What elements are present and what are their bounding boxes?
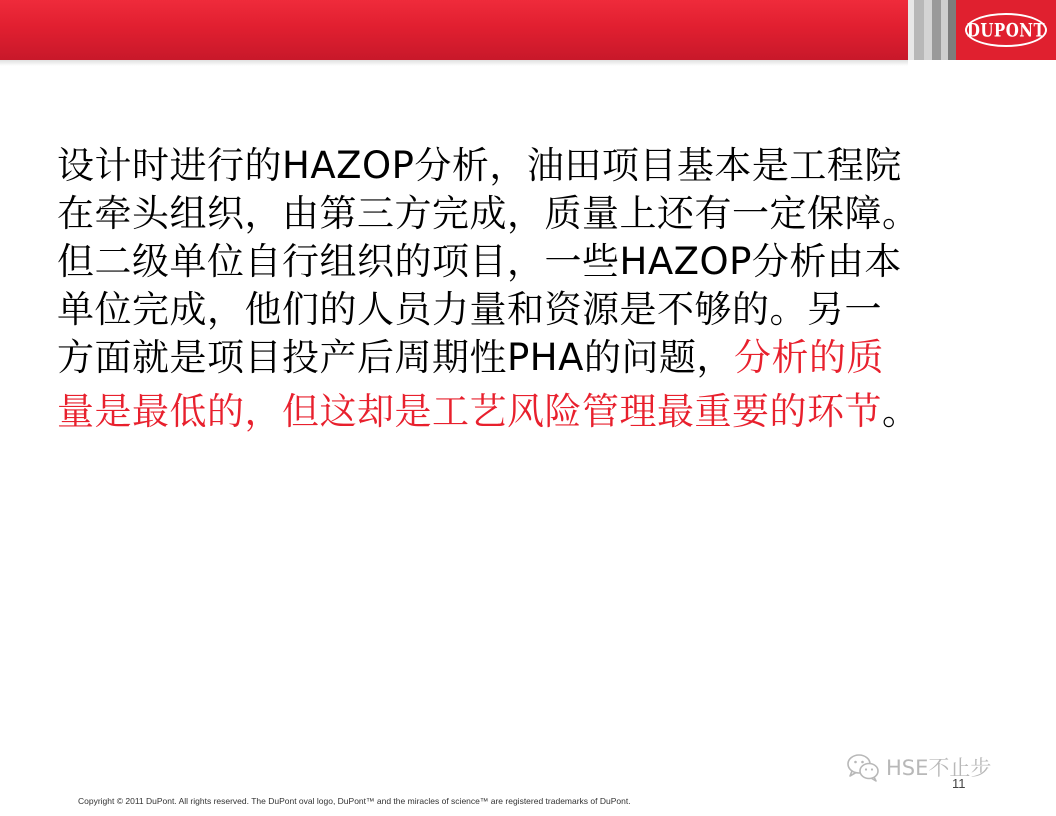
body-line-2: 在牵头组织，由第三方完成，质量上还有一定保障。 (57, 192, 920, 235)
body-line-5-normal: 方面就是项目投产后周期性PHA的问题， (57, 336, 734, 379)
body-line-6-end: 。 (882, 390, 920, 433)
page-number: 11 (952, 776, 966, 791)
header-stripe (941, 0, 948, 60)
body-line-5-highlight: 分析的质 (733, 336, 884, 379)
header-stripes (908, 0, 956, 60)
watermark-text: HSE不止步 (886, 756, 992, 780)
wechat-icon (846, 752, 880, 782)
dupont-oval-logo (965, 13, 1047, 47)
logo-text: DUPONT (966, 18, 1046, 42)
body-line-3: 但二级单位自行组织的项目，一些HAZOP分析由本 (57, 240, 902, 283)
body-line-6 (57, 388, 1027, 436)
header-stripe (914, 0, 924, 60)
body-text (57, 142, 1027, 436)
body-line-4: 单位完成，他们的人员力量和资源是不够的。另一 (57, 288, 882, 331)
header-stripe (948, 0, 956, 60)
logo-area (956, 0, 1056, 60)
copyright-notice: Copyright © 2011 DuPont. All rights reserved. The DuPont oval logo, DuPont™ and the miracles of science™ are registered trademarks of DuPont. (78, 796, 631, 806)
header-stripe (932, 0, 941, 60)
body-line-6-highlight: 量是最低的，但这却是工艺风险管理最重要的环节 (57, 390, 882, 433)
header-stripe (924, 0, 932, 60)
body-line-1: 设计时进行的HAZOP分析，油田项目基本是工程院 (57, 144, 902, 187)
body-line-5 (57, 334, 1027, 382)
header-bar (0, 0, 1056, 60)
header-shadow (0, 60, 908, 66)
watermark (846, 752, 991, 782)
